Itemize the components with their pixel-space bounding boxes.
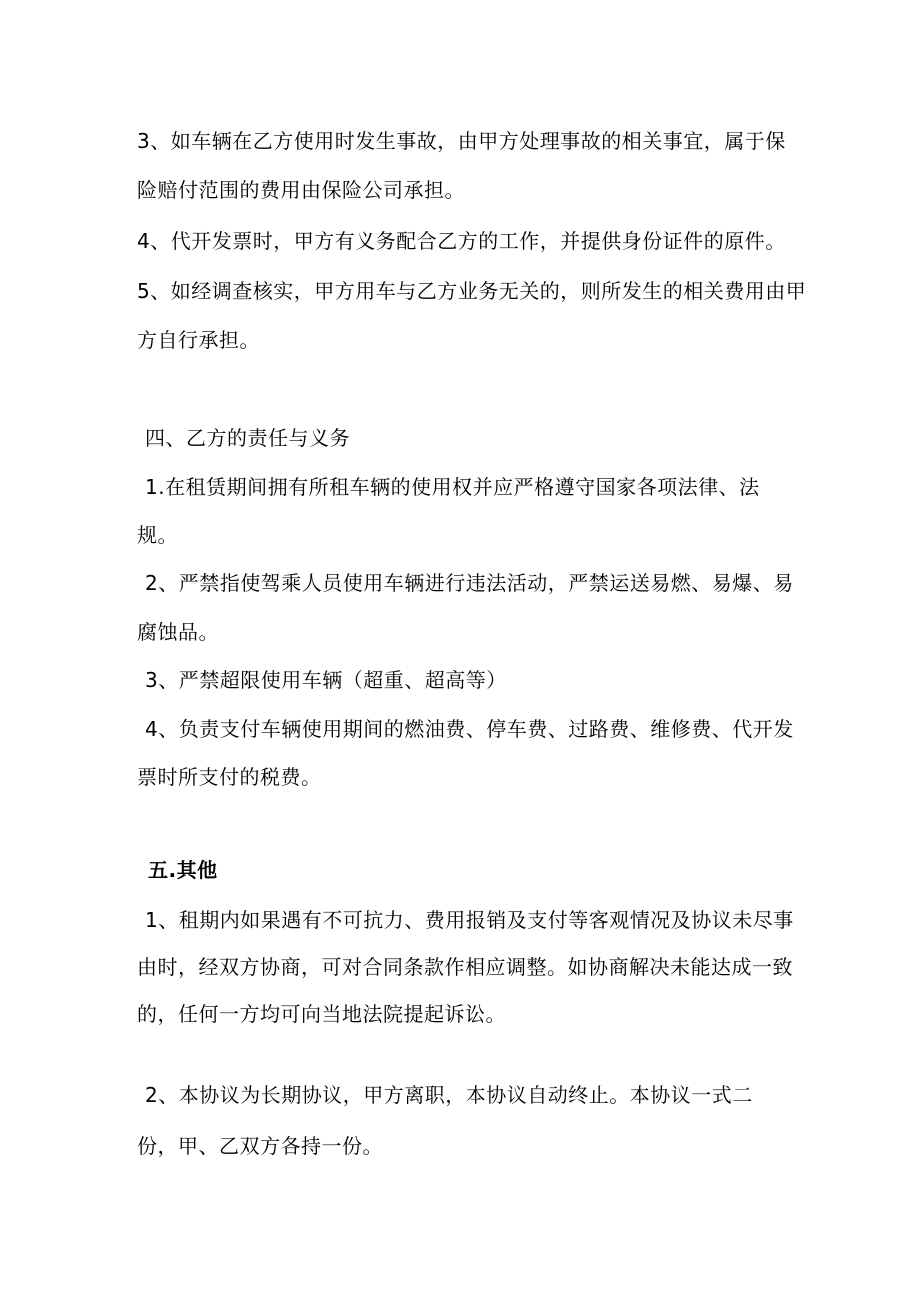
section5-item1-line2: 由时，经双方协商，可对合同条款作相应调整。如协商解决未能达成一致 [137,955,793,979]
section4-item4-line1: 4、负责支付车辆使用期间的燃油费、停车费、过路费、维修费、代开发 [145,717,794,741]
section5-heading: 五.其他 [148,858,218,882]
section4-heading: 四、乙方的责任与义务 [145,426,350,450]
section5-item1-line1: 1、租期内如果遇有不可抗力、费用报销及支付等客观情况及协议未尽事 [145,908,794,932]
section4-item2-line2: 腐蚀品。 [137,620,219,644]
section5-item1-line3: 的，任何一方均可向当地法院提起诉讼。 [137,1002,506,1026]
section4-item4-line2: 票时所支付的税费。 [137,765,322,789]
section5-item2-line2: 份，甲、乙双方各持一份。 [137,1134,383,1158]
section4-item1-line2: 规。 [137,523,178,547]
section3-item5-line1: 5、如经调查核实，甲方用车与乙方业务无关的，则所发生的相关费用由甲 [137,279,807,303]
section4-item2-line1: 2、严禁指使驾乘人员使用车辆进行违法活动，严禁运送易燃、易爆、易 [145,571,794,595]
section3-item3-line2: 险赔付范围的费用由保险公司承担。 [137,178,465,202]
section3-item5-line2: 方自行承担。 [137,328,260,352]
section4-item1-line1: 1.在租赁期间拥有所租车辆的使用权并应严格遵守国家各项法律、法 [145,475,760,499]
section4-item3-line1: 3、严禁超限使用车辆（超重、超高等） [145,668,507,692]
section3-item3-line1: 3、如车辆在乙方使用时发生事故，由甲方处理事故的相关事宜，属于保 [137,129,786,153]
section5-item2-line1: 2、本协议为长期协议，甲方离职，本协议自动终止。本协议一式二 [145,1083,753,1107]
section3-item4-line1: 4、代开发票时，甲方有义务配合乙方的工作，并提供身份证件的原件。 [137,229,786,253]
